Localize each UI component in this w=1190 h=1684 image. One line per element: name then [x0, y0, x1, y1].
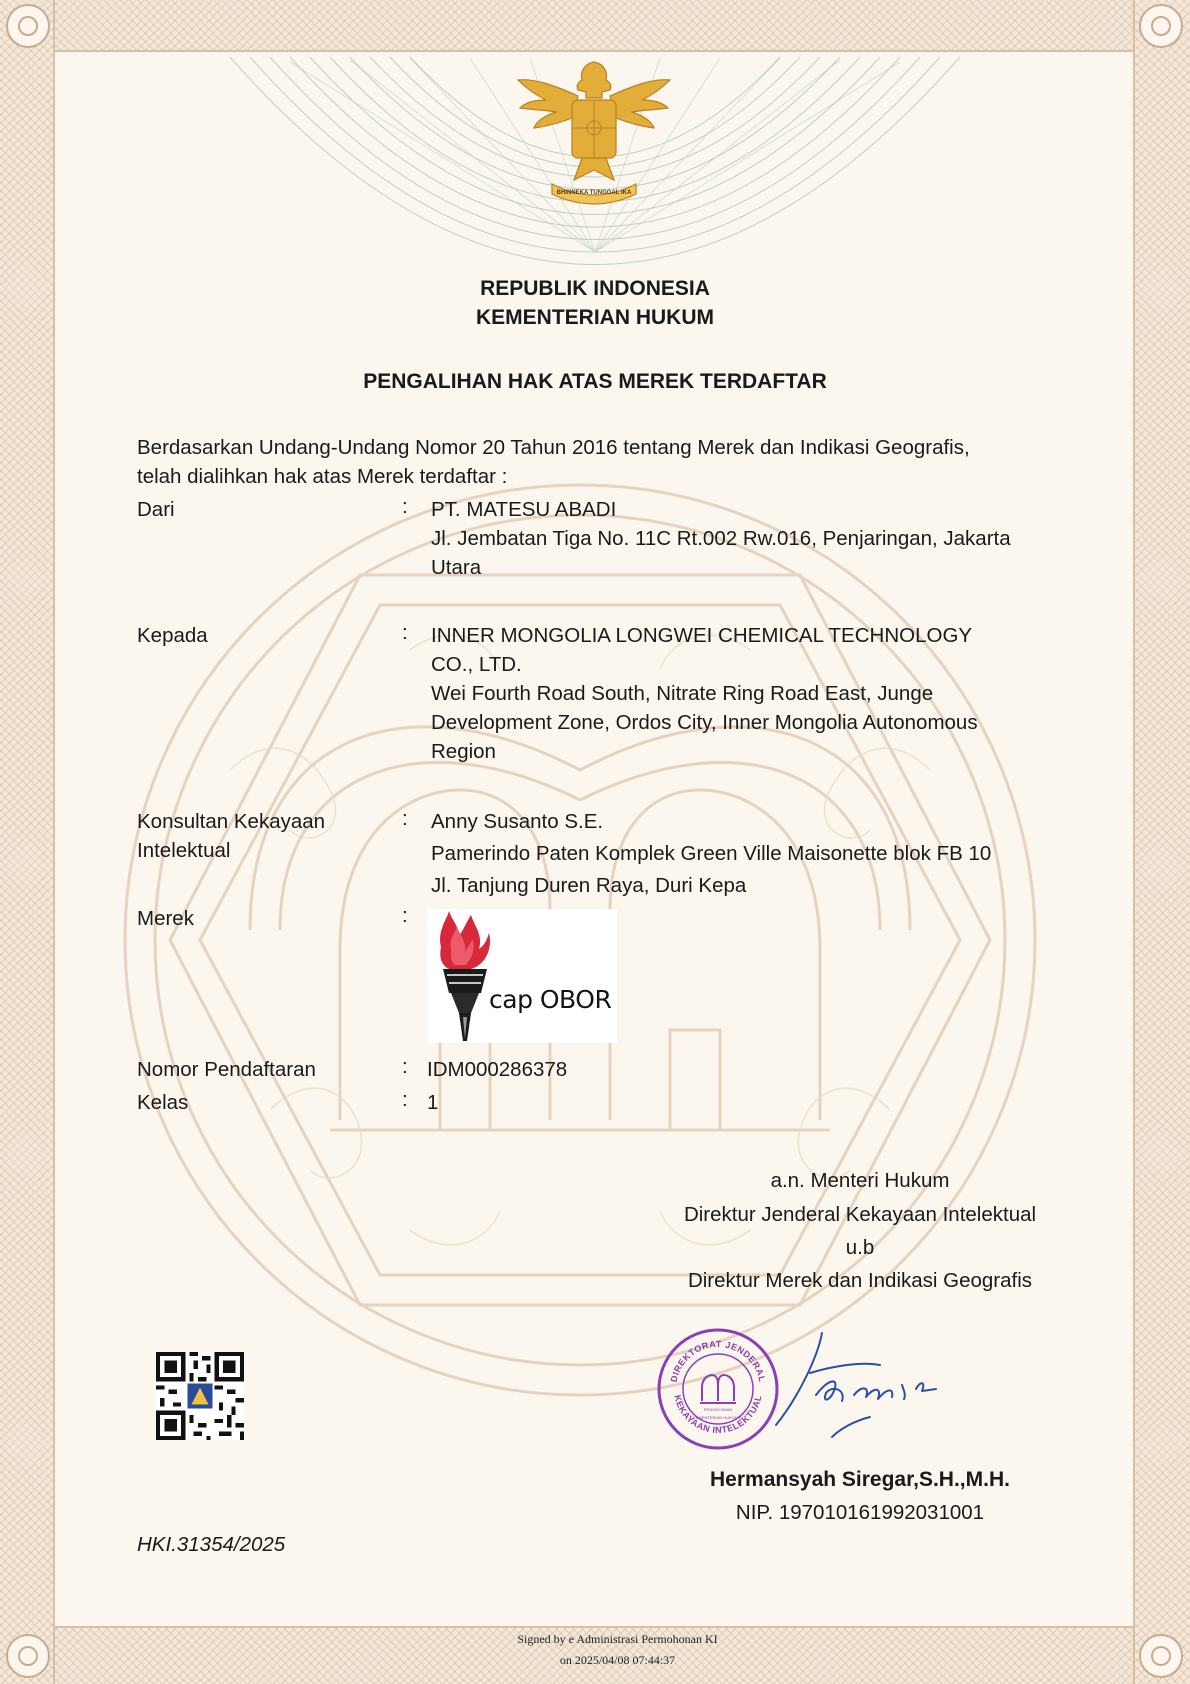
- signatory-nip: NIP. 197010161992031001: [735, 1501, 985, 1524]
- konsultan-address-line-2: Jl. Tanjung Duren Raya, Duri Kepa: [431, 874, 747, 897]
- label-konsultan-line-1: Konsultan Kekayaan: [137, 810, 326, 833]
- label-nomor-pendaftaran: Nomor Pendaftaran: [137, 1058, 316, 1081]
- footer-signed-by: Signed by e Administrasi Permohonan KI: [517, 1632, 718, 1646]
- seal-text-top: DIREKTORAT JENDERAL: [668, 1338, 768, 1384]
- qr-code-icon: [156, 1352, 244, 1440]
- reference-number: HKI.31354/2025: [137, 1533, 286, 1556]
- kepada-name-line-2: CO., LTD.: [431, 653, 522, 676]
- kepada-name-line-1: INNER MONGOLIA LONGWEI CHEMICAL TECHNOLOGY: [431, 624, 973, 647]
- seal-text-inner: KEMENTERIAN HUKUM RI: [693, 1415, 743, 1420]
- label-dari: Dari: [137, 498, 175, 521]
- kepada-address-line-1: Wei Fourth Road South, Nitrate Ring Road East, Junge: [431, 682, 934, 705]
- emblem-motto: BHINNEKA TUNGGAL IKA: [556, 190, 632, 196]
- corner-ornament-icon: [6, 4, 50, 48]
- kepada-address-line-2: Development Zone, Ordos City, Inner Mongolia Autonomous: [431, 711, 978, 734]
- signatory-name: Hermansyah Siregar,S.H.,M.H.: [710, 1468, 1010, 1491]
- document-title: PENGALIHAN HAK ATAS MEREK TERDAFTAR: [363, 370, 827, 393]
- svg-text:DIREKTORAT JENDERAL: [669, 1339, 768, 1383]
- konsultan-name: Anny Susanto S.E.: [431, 810, 604, 833]
- garuda-emblem-icon: [512, 56, 676, 214]
- colon: :: [402, 1055, 408, 1078]
- trademark-logo: [427, 909, 617, 1043]
- label-merek: Merek: [137, 907, 194, 930]
- dari-address-line-1: Jl. Jembatan Tiga No. 11C Rt.002 Rw.016, Penjaringan, Jakarta: [431, 527, 1011, 550]
- registration-number: IDM000286378: [427, 1058, 568, 1081]
- trademark-logo-text: cap OBOR: [489, 985, 612, 1014]
- colon: :: [402, 621, 408, 644]
- header-country: REPUBLIK INDONESIA: [480, 277, 710, 300]
- signatory-on-behalf: a.n. Menteri Hukum: [770, 1169, 950, 1192]
- colon: :: [402, 495, 408, 518]
- dari-name: PT. MATESU ABADI: [431, 498, 617, 521]
- colon: :: [402, 904, 408, 927]
- intro-line-2: telah dialihkan hak atas Merek terdaftar :: [137, 465, 508, 488]
- decorative-border-left: [0, 0, 55, 1684]
- dari-address-line-2: Utara: [431, 556, 482, 579]
- signatory-director: Direktur Merek dan Indikasi Geografis: [687, 1269, 1033, 1292]
- colon: :: [402, 1088, 408, 1111]
- seal-text-bottom: KEKAYAAN INTELEKTUAL: [672, 1393, 764, 1436]
- footer-signed-on: on 2025/04/08 07:44:37: [559, 1653, 676, 1667]
- konsultan-address-line-1: Pamerindo Paten Komplek Green Ville Maisonette blok FB 10: [431, 842, 992, 865]
- torch-icon: [427, 909, 617, 1043]
- colon: :: [402, 807, 408, 830]
- decorative-border-right: [1133, 0, 1190, 1684]
- label-kepada: Kepada: [137, 624, 208, 647]
- official-seal-icon: [656, 1327, 780, 1451]
- intro-line-1: Berdasarkan Undang-Undang Nomor 20 Tahun 2016 tentang Merek dan Indikasi Geografis,: [137, 436, 970, 459]
- class-number: 1: [427, 1091, 439, 1114]
- label-konsultan-line-2: Intelektual: [137, 839, 231, 862]
- corner-ornament-icon: [1139, 4, 1183, 48]
- header-ministry: KEMENTERIAN HUKUM: [476, 306, 714, 329]
- signatory-ub: u.b: [845, 1236, 875, 1259]
- kepada-address-line-3: Region: [431, 740, 496, 763]
- decorative-border-top: [0, 0, 1190, 52]
- signatory-director-general: Direktur Jenderal Kekayaan Intelektual: [683, 1203, 1037, 1226]
- label-kelas: Kelas: [137, 1091, 189, 1114]
- seal-text-small: PENGAYOMAN: [703, 1407, 733, 1412]
- handwritten-signature: [770, 1325, 960, 1445]
